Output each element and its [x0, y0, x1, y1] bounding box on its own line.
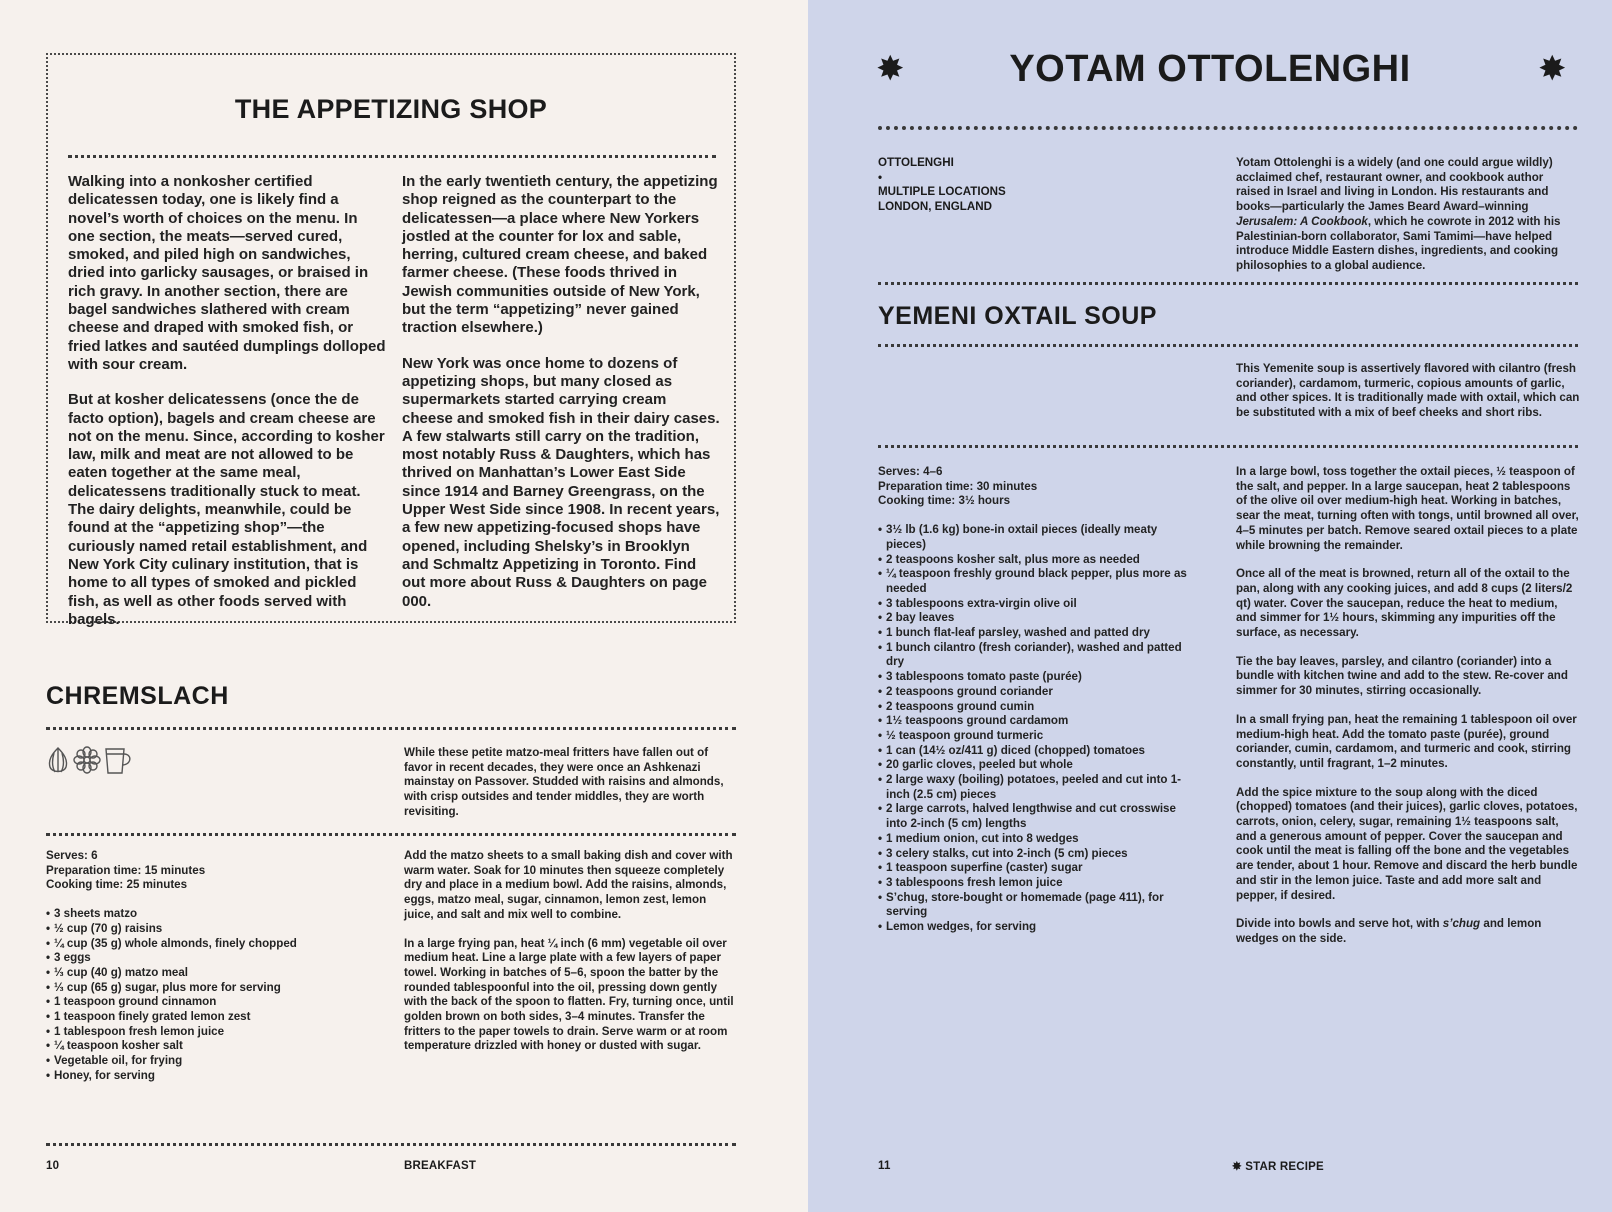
ingredient-list	[46, 907, 386, 1083]
book-title: Jerusalem: A Cookbook	[1236, 214, 1368, 228]
ingredient-item: • 1 medium onion, cut into 8 wedges	[878, 832, 1200, 847]
star-icon: ✸	[1538, 50, 1567, 88]
ingredient-item: • 2 teaspoons ground cumin	[878, 700, 1200, 715]
ingredient-item: • 2 large waxy (boiling) potatoes, peeled and cut into 1-inch (2.5 cm) pieces	[878, 773, 1200, 802]
ingredient-item: • 1½ teaspoons ground cardamom	[878, 714, 1200, 729]
section-label: BREAKFAST	[404, 1160, 477, 1172]
recipe-icons	[46, 744, 136, 776]
ingredient-item: • Lemon wedges, for serving	[878, 920, 1200, 935]
prep-time-text: Preparation time: 30 minutes	[878, 479, 1038, 493]
right-page	[808, 0, 1612, 1212]
bio-text: , which he cowrote in 2012 with his Palestinian-born collaborator, Sami Tamimi—have helped introduce Middle Eastern dishes, ingredients, and cooking philosophies to a global audience.	[1236, 214, 1561, 272]
flower-icon	[74, 747, 100, 773]
box-paragraph: But at kosher delicatessens (once the de facto option), bagels and cream cheese are not on the menu. Since, according to kosher law, milk and meat are not allowed to be eaten together at the same meal, delicatessens traditionally stuck to meat. The dairy delights, meanwhile, could be found at the “appetizing shop”—the curiously named retail establishment, and New York City culinary institution, that is home to all types of smoked and pickled fish, as well as other foods served with bagels.	[68, 391, 385, 628]
box-column-1	[68, 173, 386, 646]
cook-time-text: Cooking time: 3½ hours	[878, 494, 1011, 508]
restaurant-name: OTTOLENGHI	[878, 156, 954, 169]
star-icon: ✸	[876, 50, 905, 88]
recipe-divider	[46, 727, 736, 730]
box-paragraph: Walking into a nonkosher certified delicatessen today, one is likely find a novel’s worth of choices on the menu. In one section, the meats—served cured, smoked, and piled high on sandwiches, dried into garlicky sausages, or braised in rich gravy. In another section, there are bagel sandwiches slathered with cream cheese and draped with smoked fish, or fried latkes and sautéed dumplings dolloped with sour cream.	[68, 173, 386, 373]
ingredient-item: • 3 tablespoons extra-virgin olive oil	[878, 597, 1200, 612]
ingredient-item: • 2 large carrots, halved lengthwise and cut crosswise into 2-inch (5 cm) lengths	[878, 802, 1200, 831]
method-step: In a large frying pan, heat ¼ inch (6 mm) vegetable oil over medium heat. Line a large plate with a few layers of paper towel. Working in batches of 5–6, spoon the batter by the rounded tablespoonful into the oil, pressing down gently with the back of the spoon to flatten. Fry, turning once, until golden brown on both sides, 3–4 minutes. Transfer the fritters to the paper towels to drain. Serve warm or at room temperature drizzled with honey or dusted with sugar.	[404, 936, 734, 1053]
page-number: 11	[878, 1160, 891, 1172]
ingredient-item: • Vegetable oil, for frying	[46, 1054, 386, 1069]
city-text: LONDON, ENGLAND	[878, 200, 993, 214]
recipe-title-chremslach: CHREMSLACH	[46, 682, 229, 710]
method-step: In a small frying pan, heat the remaining 1 tablespoon oil over medium-high heat. Add the tomato paste (purée), ground coriander, cumin, cardamom, and turmeric and cook, stirring constantly, until fragrant, 1–2 minutes.	[1236, 712, 1577, 770]
recipe-divider	[878, 445, 1578, 448]
ingredient-item: • 3½ lb (1.6 kg) bone-in oxtail pieces (ideally meaty pieces)	[878, 523, 1200, 552]
recipe-divider	[46, 833, 736, 836]
ingredient-item: • 1 bunch flat-leaf parsley, washed and patted dry	[878, 626, 1200, 641]
method-step: Add the matzo sheets to a small baking dish and cover with warm water. Soak for 10 minutes then squeeze completely dry and place in a medium bowl. Add the raisins, almonds, eggs, matzo meal, sugar, cinnamon, lemon zest, lemon juice, and salt and mix well to combine.	[404, 849, 733, 921]
ingredient-item: • S’chug, store-bought or homemade (page 411), for serving	[878, 891, 1200, 920]
ingredient-item: • Honey, for serving	[46, 1069, 386, 1084]
cook-time-text: Cooking time: 25 minutes	[46, 878, 188, 892]
ingredient-item: • 3 tablespoons fresh lemon juice	[878, 876, 1200, 891]
chef-bio	[1236, 156, 1580, 274]
box-title: THE APPETIZING SHOP	[234, 94, 548, 124]
ingredient-item: • 1 bunch cilantro (fresh coriander), washed and patted dry	[878, 641, 1200, 670]
recipe-divider	[878, 344, 1578, 347]
oxtail-method	[1236, 465, 1580, 961]
title-divider	[878, 126, 1578, 130]
box-column-2	[402, 173, 720, 628]
ingredient-item: • ⅓ cup (40 g) matzo meal	[46, 966, 386, 981]
box-divider	[68, 155, 716, 158]
ingredient-item: • ⅓ cup (65 g) sugar, plus more for serving	[46, 981, 386, 996]
ingredient-list	[878, 523, 1200, 935]
prep-time-text: Preparation time: 15 minutes	[46, 863, 206, 877]
chremslach-intro: While these petite matzo-meal fritters have fallen out of favor in recent decades, they were once an Ashkenazi mainstay on Passover. Studded with raisins and almonds, with crisp outsides and tender middles, they are worth revisiting.	[404, 746, 724, 818]
section-divider	[878, 282, 1578, 285]
chremslach-method	[404, 849, 734, 1068]
method-step: In a large bowl, toss together the oxtail pieces, ½ teaspoon of the salt, and pepper. In a large saucepan, heat 2 tablespoons of the olive oil over medium-high heat. Working in batches, sear the meat, turning often with tongs, until browned all over, 4–5 minutes per batch. Remove seared oxtail pieces to a plate while browning the remainder.	[1236, 465, 1579, 552]
ingredient-item: • 3 celery stalks, cut into 2-inch (5 cm) pieces	[878, 847, 1200, 862]
ingredient-item: • 1 teaspoon superfine (caster) sugar	[878, 861, 1200, 876]
box-paragraph: In the early twentieth century, the appetizing shop reigned as the counterpart to the delicatessen—a place where New Yorkers jostled at the counter for lox and sable, herring, cultured cream cheese, and baked farmer cheese. (These foods thrived in Jewish communities outside of New York, but the term “appetizing” never gained traction elsewhere.)	[402, 173, 718, 337]
ingredient-item: • 1 teaspoon finely grated lemon zest	[46, 1010, 386, 1025]
star-recipe-text: STAR RECIPE	[1245, 1161, 1324, 1173]
ingredient-item: • 1 teaspoon ground cinnamon	[46, 995, 386, 1010]
ingredient-item: • 20 garlic cloves, peeled but whole	[878, 758, 1200, 773]
serve-text: Divide into bowls and serve hot, with	[1236, 917, 1443, 931]
ingredient-item: • 1 tablespoon fresh lemon juice	[46, 1025, 386, 1040]
serves-text: Serves: 4–6	[878, 465, 943, 478]
ingredient-item: • 1 can (14½ oz/411 g) diced (chopped) tomatoes	[878, 744, 1200, 759]
ingredient-item: • ½ teaspoon ground turmeric	[878, 729, 1200, 744]
oxtail-intro: This Yemenite soup is assertively flavored with cilantro (fresh coriander), cardamom, turmeric, copious amounts of garlic, and other spices. It is traditionally made with oxtail, which can be substituted with a mix of beef cheeks and short ribs.	[1236, 362, 1580, 420]
bio-text: Yotam Ottolenghi is a widely (and one could argue wildly) acclaimed chef, restaurant owner, and cookbook author raised in Israel and living in London. His restaurants and books—particularly the James Beard Award–winning	[1236, 156, 1553, 214]
star-recipe-icon: ✸	[1232, 1161, 1242, 1173]
chef-name: YOTAM OTTOLENGHI	[1009, 48, 1411, 90]
oxtail-meta-ingredients	[878, 465, 1200, 935]
ingredient-item: • 2 bay leaves	[878, 611, 1200, 626]
ingredient-item: • 2 teaspoons kosher salt, plus more as needed	[878, 553, 1200, 568]
schug-text: s’chug	[1442, 917, 1481, 931]
serve-text: and lemon wedges on the side.	[1236, 917, 1542, 945]
ingredient-item: • ¼ cup (35 g) whole almonds, finely chopped	[46, 937, 386, 952]
method-step: Add the spice mixture to the soup along with the diced (chopped) tomatoes (and their juices), garlic cloves, potatoes, carrots, onion, celery, sugar, remaining 1½ teaspoons salt, and a generous amount of pepper. Cover the saucepan and cook until the meat is falling off the bone and the vegetables are tender, about 1 hour. Remove and discard the herb bundle and stir in the lemon juice. Taste and add more salt and pepper, if desired.	[1236, 785, 1578, 902]
ingredient-item: • ¼ teaspoon freshly ground black pepper, plus more as needed	[878, 567, 1200, 596]
garlic-icon	[49, 748, 66, 772]
recipe-icons-svg	[46, 744, 136, 776]
box-paragraph: New York was once home to dozens of appetizing shops, but many closed as supermarkets started carrying cream cheese and smoked fish in their dairy cases. A few stalwarts still carry on the tradition, most notably Russ & Daughters, which has thrived on Manhattan’s Lower East Side since 1914 and Barney Greengrass, on the Upper West Side since 1908. In recent years, a few new appetizing-focused shops have opened, including Shelsky’s in Brooklyn and Schmaltz Appetizing in Toronto. Find out more about Russ & Daughters on page 000.	[402, 354, 720, 610]
footer-divider	[46, 1143, 736, 1146]
cup-icon	[106, 749, 130, 773]
ingredient-item: • 3 eggs	[46, 951, 386, 966]
ingredient-item: • 2 teaspoons ground coriander	[878, 685, 1200, 700]
ingredient-item: • ¼ teaspoon kosher salt	[46, 1039, 386, 1054]
ingredient-item: • 3 tablespoons tomato paste (purée)	[878, 670, 1200, 685]
star-recipe-label	[1232, 1159, 1324, 1173]
method-step-serve	[1236, 917, 1580, 946]
ingredient-item: • 3 sheets matzo	[46, 907, 386, 922]
ingredient-item: • ½ cup (70 g) raisins	[46, 922, 386, 937]
restaurant-info	[878, 156, 1178, 215]
bullet-separator: •	[878, 170, 883, 184]
chremslach-meta-ingredients	[46, 849, 386, 1084]
recipe-title-oxtail: YEMENI OXTAIL SOUP	[878, 302, 1157, 330]
method-step: Once all of the meat is browned, return all of the oxtail to the pan, along with any cooking juices, and add 8 cups (2 liters/2 qt) water. Cover the saucepan, reduce the heat to medium, and simmer for 1½ hours, skimming any impurities off the surface, as necessary.	[1236, 567, 1573, 640]
method-step: Tie the bay leaves, parsley, and cilantro (coriander) into a bundle with kitchen twine and add to the stew. Re-cover and simmer for 30 minutes, stirring occasionally.	[1236, 654, 1568, 698]
locations-text: MULTIPLE LOCATIONS	[878, 185, 1006, 199]
page-number: 10	[46, 1160, 60, 1172]
serves-text: Serves: 6	[46, 849, 98, 862]
